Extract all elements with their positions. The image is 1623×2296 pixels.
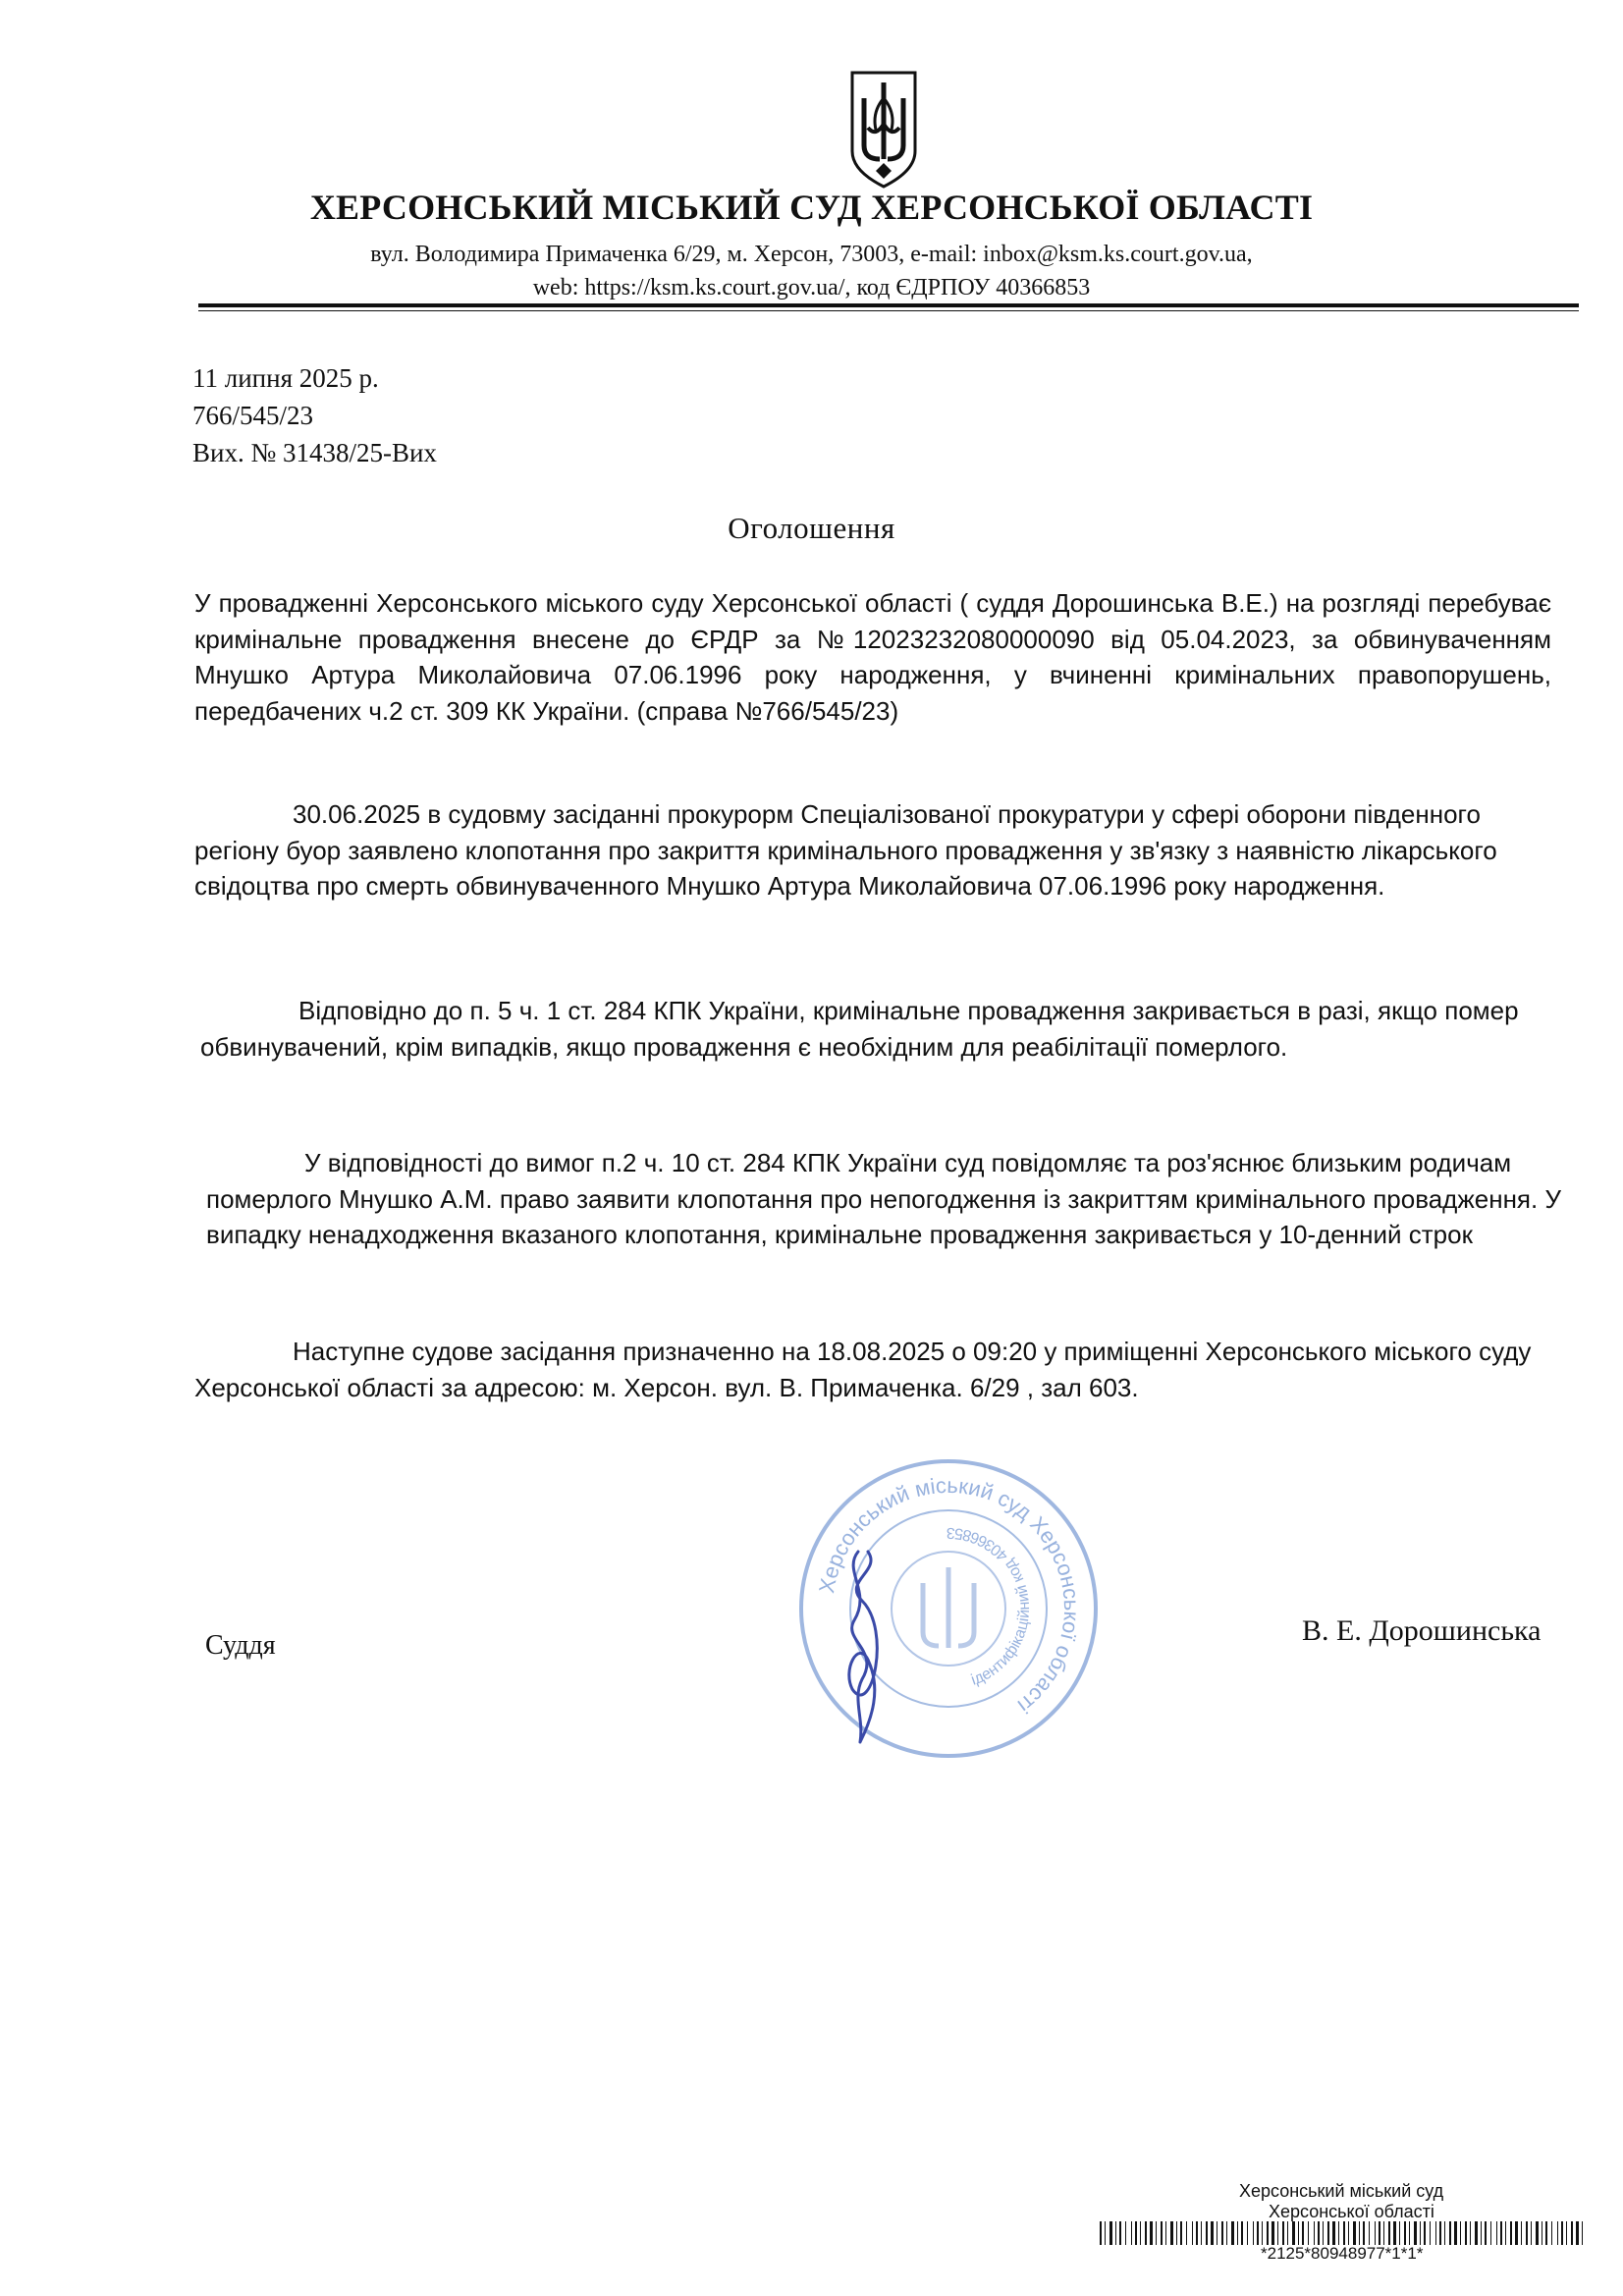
barcode-bar bbox=[1282, 2221, 1284, 2245]
barcode-bar bbox=[1424, 2221, 1426, 2245]
document-date: 11 липня 2025 р. bbox=[192, 363, 379, 393]
paragraph-notice-to-relatives: У відповідності до вимог п.2 ч. 10 ст. 284 КПК України суд повідомляє та роз'яснює близьким родичам померлого Мнушко А.М. право заявити клопотання про непогодження із закриттям кримінального провадження. У випадку ненадходження вказаного клопотання, кримінальне провадження закривається у 10-денний строк bbox=[206, 1148, 1561, 1249]
document-title: Оголошення bbox=[728, 511, 895, 545]
header-divider bbox=[198, 303, 1579, 307]
barcode-bar bbox=[1298, 2221, 1299, 2245]
barcode-bar bbox=[1323, 2221, 1324, 2245]
barcode-bar bbox=[1186, 2221, 1187, 2245]
court-web-and-code: web: https://ksm.ks.court.gov.ua/, код ЄДРПОУ 40366853 bbox=[532, 275, 1091, 301]
barcode-bar bbox=[1536, 2221, 1539, 2245]
barcode-bar bbox=[1414, 2221, 1417, 2245]
barcode-bar bbox=[1271, 2221, 1274, 2245]
barcode-bar bbox=[1292, 2221, 1295, 2245]
ukraine-trident-icon bbox=[846, 69, 921, 191]
barcode-bar bbox=[1576, 2221, 1579, 2245]
barcode-bar bbox=[1399, 2221, 1400, 2245]
barcode-bar bbox=[1388, 2221, 1390, 2245]
barcode-bar bbox=[1383, 2221, 1384, 2245]
court-address: вул. Володимира Примаченка 6/29, м. Херсон, 73003, e-mail: inbox@ksm.ks.court.gov.ua, bbox=[370, 242, 1253, 267]
case-number: 766/545/23 bbox=[192, 401, 314, 430]
barcode-bar bbox=[1435, 2221, 1436, 2245]
barcode-bar bbox=[1348, 2221, 1349, 2245]
judge-label: Суддя bbox=[205, 1630, 276, 1661]
barcode-bar bbox=[1125, 2221, 1126, 2245]
barcode-bar bbox=[1247, 2221, 1248, 2245]
barcode-bar bbox=[1226, 2221, 1227, 2245]
barcode-bar bbox=[1449, 2221, 1451, 2245]
barcode-bar bbox=[1150, 2221, 1153, 2245]
barcode-bar bbox=[1192, 2221, 1193, 2245]
barcode-bar bbox=[1165, 2221, 1166, 2245]
barcode-bar bbox=[1444, 2221, 1445, 2245]
barcode-bar bbox=[1496, 2221, 1497, 2245]
barcode-bar bbox=[1201, 2221, 1202, 2245]
barcode-bar bbox=[1439, 2221, 1441, 2245]
stamp-inner-text: ідентифікаційний код 40366853 bbox=[946, 1523, 1034, 1689]
barcode-bar bbox=[1409, 2221, 1410, 2245]
barcode-bar bbox=[1420, 2221, 1421, 2245]
judge-name: В. Е. Дорошинська bbox=[1302, 1614, 1542, 1647]
barcode-bar bbox=[1454, 2221, 1457, 2245]
barcode-bar bbox=[1582, 2221, 1583, 2245]
barcode-bar bbox=[1262, 2221, 1263, 2245]
barcode-bar bbox=[1379, 2221, 1380, 2245]
barcode-number: *2125*80948977*1*1* bbox=[1261, 2244, 1424, 2263]
barcode-bar bbox=[1302, 2221, 1304, 2245]
barcode-bar bbox=[1206, 2221, 1208, 2245]
barcode-bar bbox=[1237, 2221, 1238, 2245]
barcode-bar bbox=[1257, 2221, 1259, 2245]
barcode-bar bbox=[1500, 2221, 1502, 2245]
barcode-bar bbox=[1287, 2221, 1288, 2245]
barcode-bar bbox=[1369, 2221, 1370, 2245]
barcode-bar bbox=[1393, 2221, 1396, 2245]
footer-region: Херсонської області bbox=[1269, 2202, 1434, 2221]
barcode-bar bbox=[1332, 2221, 1335, 2245]
barcode-bar bbox=[1526, 2221, 1528, 2245]
barcode-bar bbox=[1363, 2221, 1365, 2245]
barcode-bar bbox=[1430, 2221, 1431, 2245]
barcode-bar bbox=[1375, 2221, 1376, 2245]
barcode-bar bbox=[1485, 2221, 1487, 2245]
barcode-bar bbox=[1277, 2221, 1278, 2245]
barcode-bar bbox=[1131, 2221, 1132, 2245]
barcode-bar bbox=[1211, 2221, 1214, 2245]
barcode-bar bbox=[1156, 2221, 1157, 2245]
barcode-bar bbox=[1176, 2221, 1177, 2245]
barcode-bar bbox=[1353, 2221, 1356, 2245]
barcode-bar bbox=[1231, 2221, 1234, 2245]
barcode-bar bbox=[1470, 2221, 1471, 2245]
barcode-bar bbox=[1505, 2221, 1506, 2245]
barcode-bar bbox=[1557, 2221, 1558, 2245]
barcode-bar bbox=[1465, 2221, 1467, 2245]
barcode-bar bbox=[1241, 2221, 1243, 2245]
barcode-bar bbox=[1327, 2221, 1329, 2245]
barcode-bar bbox=[1180, 2221, 1182, 2245]
judge-signature bbox=[803, 1532, 921, 1748]
barcode-bar bbox=[1119, 2221, 1121, 2245]
barcode-bar bbox=[1566, 2221, 1567, 2245]
barcode-bar bbox=[1561, 2221, 1563, 2245]
barcode-bar bbox=[1531, 2221, 1532, 2245]
barcode-bar bbox=[1267, 2221, 1269, 2245]
barcode-bar bbox=[1551, 2221, 1552, 2245]
barcode-bar bbox=[1338, 2221, 1339, 2245]
barcode-bar bbox=[1145, 2221, 1147, 2245]
barcode-bar bbox=[1221, 2221, 1223, 2245]
barcode-bar bbox=[1196, 2221, 1198, 2245]
barcode-bar bbox=[1170, 2221, 1173, 2245]
barcode-bar bbox=[1314, 2221, 1315, 2245]
barcode-bar bbox=[1359, 2221, 1360, 2245]
barcode-bar bbox=[1571, 2221, 1573, 2245]
paragraph-next-hearing: Наступне судове засідання призначенно на 18.08.2025 о 09:20 у приміщенні Херсонського міського суду Херсонської області за адресою: м. Херсон. вул. В. Примаченка. 6/29 , зал 603. bbox=[194, 1337, 1532, 1402]
paragraph-motion: 30.06.2025 в судовму засіданні прокурорм Спеціалізованої прокуратури у сфері оборони південного регіону буор заявлено клопотання про закриття кримінального провадження у зв'язку з наявністю лікарського свідоцтва про смерть обвинуваченного Мнушко Артура Миколайовича 07.06.1996 року народження. bbox=[194, 799, 1497, 901]
barcode-bar bbox=[1135, 2221, 1137, 2245]
barcode-bar bbox=[1510, 2221, 1512, 2245]
footer-court-name: Херсонський міський суд bbox=[1239, 2181, 1444, 2201]
barcode bbox=[1100, 2221, 1586, 2245]
paragraph-case-info: У провадженні Херсонського міського суду Херсонської області ( суддя Дорошинська В.Е.) на розгляді перебуває кримінальне провадження внесене до ЄРДР за №12023232080000090 від 05.04.2023, за обвинуваченням Мнушко Артура Миколайовича 07.06.1996 року народження, у вчиненні кримінальних правопорушень, передбачених ч.2 ст. 309 КК України. (справа №766/545/23) bbox=[194, 588, 1551, 726]
barcode-bar bbox=[1100, 2221, 1102, 2245]
barcode-bar bbox=[1105, 2221, 1106, 2245]
outgoing-number: Вих. № 31438/25-Вих bbox=[192, 438, 437, 467]
header-divider-thin bbox=[198, 310, 1579, 311]
barcode-bar bbox=[1109, 2221, 1112, 2245]
barcode-bar bbox=[1475, 2221, 1478, 2245]
barcode-bar bbox=[1515, 2221, 1518, 2245]
barcode-bar bbox=[1481, 2221, 1482, 2245]
barcode-bar bbox=[1404, 2221, 1406, 2245]
barcode-bar bbox=[1490, 2221, 1491, 2245]
court-name: ХЕРСОНСЬКИЙ МІСЬКИЙ СУД ХЕРСОНСЬКОЇ ОБЛАСТІ bbox=[309, 188, 1314, 227]
barcode-bar bbox=[1343, 2221, 1345, 2245]
barcode-bar bbox=[1115, 2221, 1116, 2245]
barcode-bar bbox=[1545, 2221, 1547, 2245]
barcode-bar bbox=[1161, 2221, 1163, 2245]
barcode-bar bbox=[1318, 2221, 1320, 2245]
barcode-bar bbox=[1308, 2221, 1309, 2245]
barcode-bar bbox=[1140, 2221, 1141, 2245]
stamp-outer-text: Херсонський міський суд Херсонської області bbox=[814, 1472, 1085, 1719]
barcode-bar bbox=[1521, 2221, 1522, 2245]
barcode-bar bbox=[1460, 2221, 1461, 2245]
paragraph-legal-basis: Відповідно до п. 5 ч. 1 ст. 284 КПК України, кримінальне провадження закривається в разі, якщо помер обвинувачений, крім випадків, якщо провадження є необхідним для реабілітації померлого. bbox=[200, 996, 1519, 1062]
barcode-bar bbox=[1253, 2221, 1254, 2245]
